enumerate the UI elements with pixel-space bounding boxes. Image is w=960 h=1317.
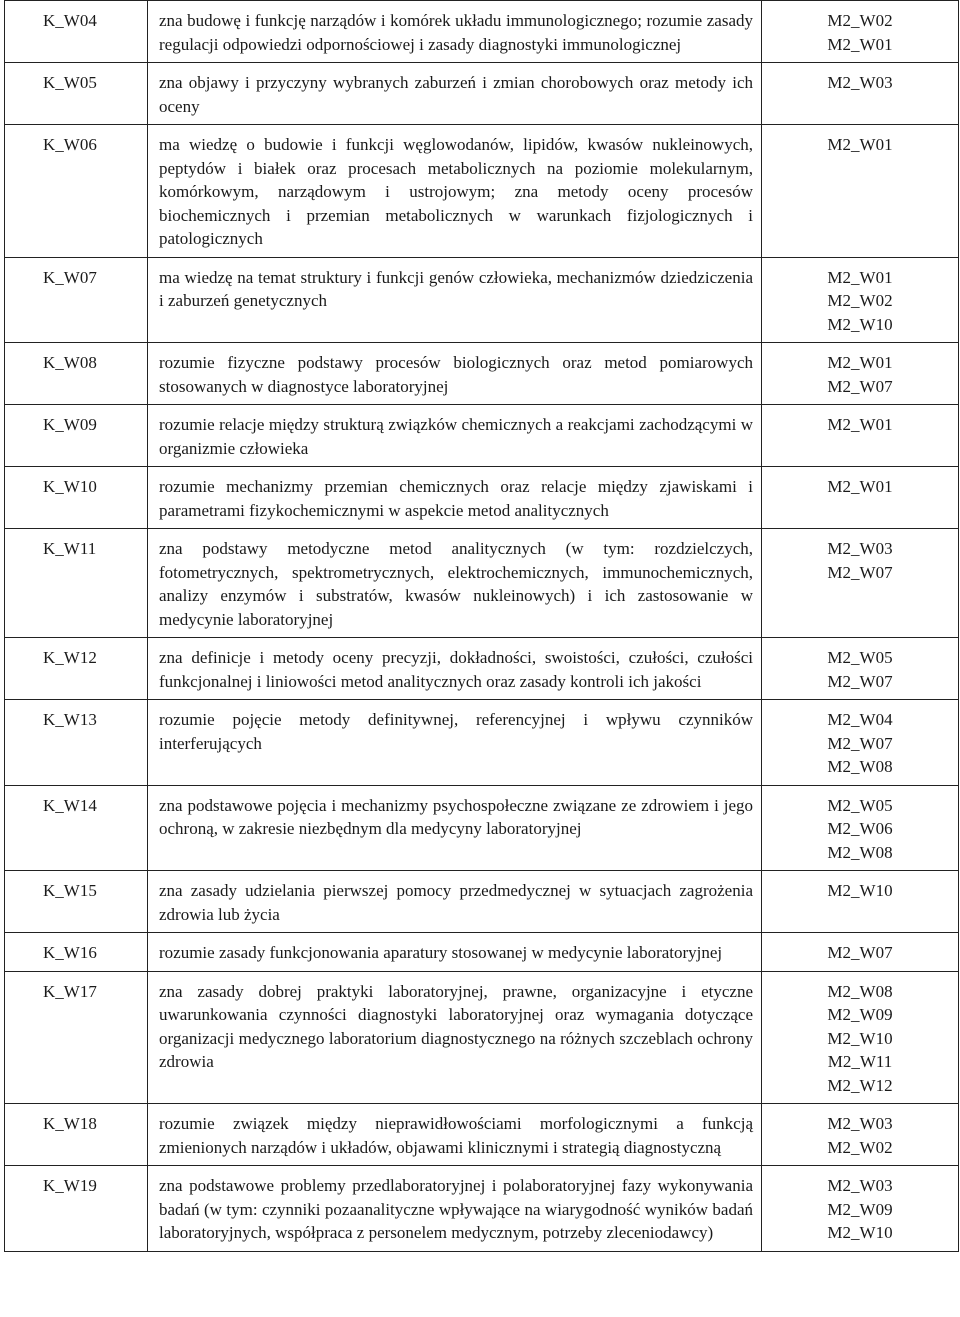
table-row (5, 529, 959, 638)
reference-code: M2_W09 (827, 1199, 893, 1219)
outcome-references (762, 785, 959, 871)
outcome-code: K_W08 (5, 343, 148, 405)
reference-code: M2_W01 (827, 353, 893, 372)
table-row (5, 343, 959, 405)
reference-code: M2_W05 (827, 795, 893, 815)
outcome-code: K_W10 (5, 467, 148, 529)
reference-code: M2_W07 (827, 562, 893, 582)
outcome-references (762, 933, 959, 972)
outcome-references (762, 405, 959, 467)
outcome-code: K_W12 (5, 638, 148, 700)
table-row (5, 971, 959, 1104)
table-row (5, 638, 959, 700)
reference-code: M2_W02 (827, 291, 893, 310)
outcome-code: K_W15 (5, 871, 148, 933)
reference-code: M2_W01 (827, 477, 893, 496)
reference-code: M2_W03 (827, 1176, 893, 1195)
table-row (5, 785, 959, 871)
outcome-description: rozumie mechanizmy przemian chemicznych oraz relacje między zjawiskami i parametrami fizykochemicznymi w aspekcie metod analitycznych (148, 467, 762, 529)
outcome-references (762, 63, 959, 125)
outcome-references (762, 700, 959, 786)
reference-code: M2_W09 (827, 1005, 893, 1024)
outcome-description: zna objawy i przyczyny wybranych zaburzeń i zmian chorobowych oraz metody ich oceny (148, 63, 762, 125)
outcome-description: rozumie zasady funkcjonowania aparatury stosowanej w medycynie laboratoryjnej (148, 933, 762, 972)
reference-code: M2_W01 (827, 135, 893, 154)
outcome-code: K_W06 (5, 125, 148, 258)
reference-code: M2_W01 (827, 415, 893, 434)
outcome-description: rozumie fizyczne podstawy procesów biologicznych oraz metod pomiarowych stosowanych w diagnostyce laboratoryjnej (148, 343, 762, 405)
reference-code: M2_W04 (827, 710, 893, 729)
reference-code: M2_W02 (827, 1137, 893, 1157)
reference-code: M2_W06 (827, 819, 893, 838)
outcome-description: zna podstawowe problemy przedlaboratoryjnej i polaboratoryjnej fazy wykonywania badań (w tym: czynniki pozaanalityczne wpływające na wiarygodność wyników badań laboratoryjnych, współpraca z personelem medycznym, potrzeby zleceniodawcy) (148, 1166, 762, 1252)
outcome-code: K_W19 (5, 1166, 148, 1252)
reference-code: M2_W12 (827, 1075, 893, 1095)
reference-code: M2_W01 (827, 34, 893, 54)
outcome-description: ma wiedzę o budowie i funkcji węglowodanów, lipidów, kwasów nukleinowych, peptydów i białek oraz procesach metabolicznych na poziomie molekularnym, komórkowym, narządowym i ustrojowym; zna metody oceny procesów biochemicznych i przemian metabolicznych w warunkach fizjologicznych i patologicznych (148, 125, 762, 258)
reference-code: M2_W10 (827, 1223, 893, 1242)
table-row (5, 1166, 959, 1252)
table-row (5, 871, 959, 933)
table-row (5, 467, 959, 529)
reference-code: M2_W08 (827, 981, 893, 1001)
reference-code: M2_W07 (827, 376, 893, 396)
outcome-references (762, 1104, 959, 1166)
reference-code: M2_W11 (827, 1052, 893, 1071)
outcome-code: K_W16 (5, 933, 148, 972)
table-row (5, 933, 959, 972)
outcome-references (762, 1, 959, 63)
outcome-references (762, 467, 959, 529)
reference-code: M2_W03 (827, 1114, 893, 1133)
reference-code: M2_W03 (827, 73, 893, 92)
outcome-references (762, 638, 959, 700)
outcome-code: K_W09 (5, 405, 148, 467)
outcome-code: K_W07 (5, 257, 148, 343)
outcome-description: rozumie związek między nieprawidłowościami morfologicznymi a funkcją zmienionych narządów i układów, objawami klinicznymi i strategią diagnostyczną (148, 1104, 762, 1166)
outcome-references (762, 1166, 959, 1252)
table-row (5, 63, 959, 125)
learning-outcomes-table (4, 0, 959, 1252)
outcome-code: K_W13 (5, 700, 148, 786)
reference-code: M2_W05 (827, 648, 893, 667)
outcome-code: K_W04 (5, 1, 148, 63)
outcome-references (762, 529, 959, 638)
outcome-references (762, 257, 959, 343)
outcome-description: zna zasady dobrej praktyki laboratoryjnej, prawne, organizacyjne i etyczne uwarunkowania czynności diagnostyki laboratoryjnej oraz wymagania dotyczące organizacji medycznego laboratorium diagnostycznego na różnych szczeblach ochrony zdrowia (148, 971, 762, 1104)
reference-code: M2_W10 (827, 314, 893, 334)
outcome-code: K_W17 (5, 971, 148, 1104)
reference-code: M2_W10 (827, 881, 893, 900)
outcome-references (762, 971, 959, 1104)
table-row (5, 125, 959, 258)
outcome-code: K_W11 (5, 529, 148, 638)
outcome-code: K_W14 (5, 785, 148, 871)
outcome-references (762, 343, 959, 405)
reference-code: M2_W07 (827, 733, 893, 753)
reference-code: M2_W08 (827, 842, 893, 862)
outcome-references (762, 871, 959, 933)
outcome-description: zna zasady udzielania pierwszej pomocy przedmedycznej w sytuacjach zagrożenia zdrowia lub życia (148, 871, 762, 933)
outcome-code: K_W18 (5, 1104, 148, 1166)
outcome-description: zna budowę i funkcję narządów i komórek układu immunologicznego; rozumie zasady regulacji odpowiedzi odpornościowej i zasady diagnostyki immunologicznej (148, 1, 762, 63)
reference-code: M2_W03 (827, 539, 893, 558)
table-row (5, 700, 959, 786)
reference-code: M2_W01 (827, 267, 893, 287)
outcome-references (762, 125, 959, 258)
outcome-description: zna definicje i metody oceny precyzji, dokładności, swoistości, czułości, czułości funkcjonalnej i liniowości metod analitycznych oraz zasady kontroli ich jakości (148, 638, 762, 700)
outcome-description: rozumie relacje między strukturą związków chemicznych a reakcjami zachodzącymi w organizmie człowieka (148, 405, 762, 467)
reference-code: M2_W08 (827, 757, 893, 776)
outcome-description: ma wiedzę na temat struktury i funkcji genów człowieka, mechanizmów dziedziczenia i zaburzeń genetycznych (148, 257, 762, 343)
reference-code: M2_W07 (827, 671, 893, 691)
outcome-description: zna podstawy metodyczne metod analitycznych (w tym: rozdzielczych, fotometrycznych, spektrometrycznych, elektrochemicznych, immunochemicznych, analizy enzymów i substratów, kwasów nukleinowych) i ich zastosowanie w medycynie laboratoryjnej (148, 529, 762, 638)
table-row (5, 257, 959, 343)
table-row (5, 1, 959, 63)
outcome-code: K_W05 (5, 63, 148, 125)
table-row (5, 1104, 959, 1166)
outcome-description: zna podstawowe pojęcia i mechanizmy psychospołeczne związane ze zdrowiem i jego ochroną, w zakresie niezbędnym dla medycyny laboratoryjnej (148, 785, 762, 871)
table-row (5, 405, 959, 467)
reference-code: M2_W02 (827, 11, 893, 30)
table-body (5, 1, 959, 1252)
reference-code: M2_W07 (827, 943, 893, 962)
outcome-description: rozumie pojęcie metody definitywnej, referencyjnej i wpływu czynników interferujących (148, 700, 762, 786)
reference-code: M2_W10 (827, 1028, 893, 1048)
